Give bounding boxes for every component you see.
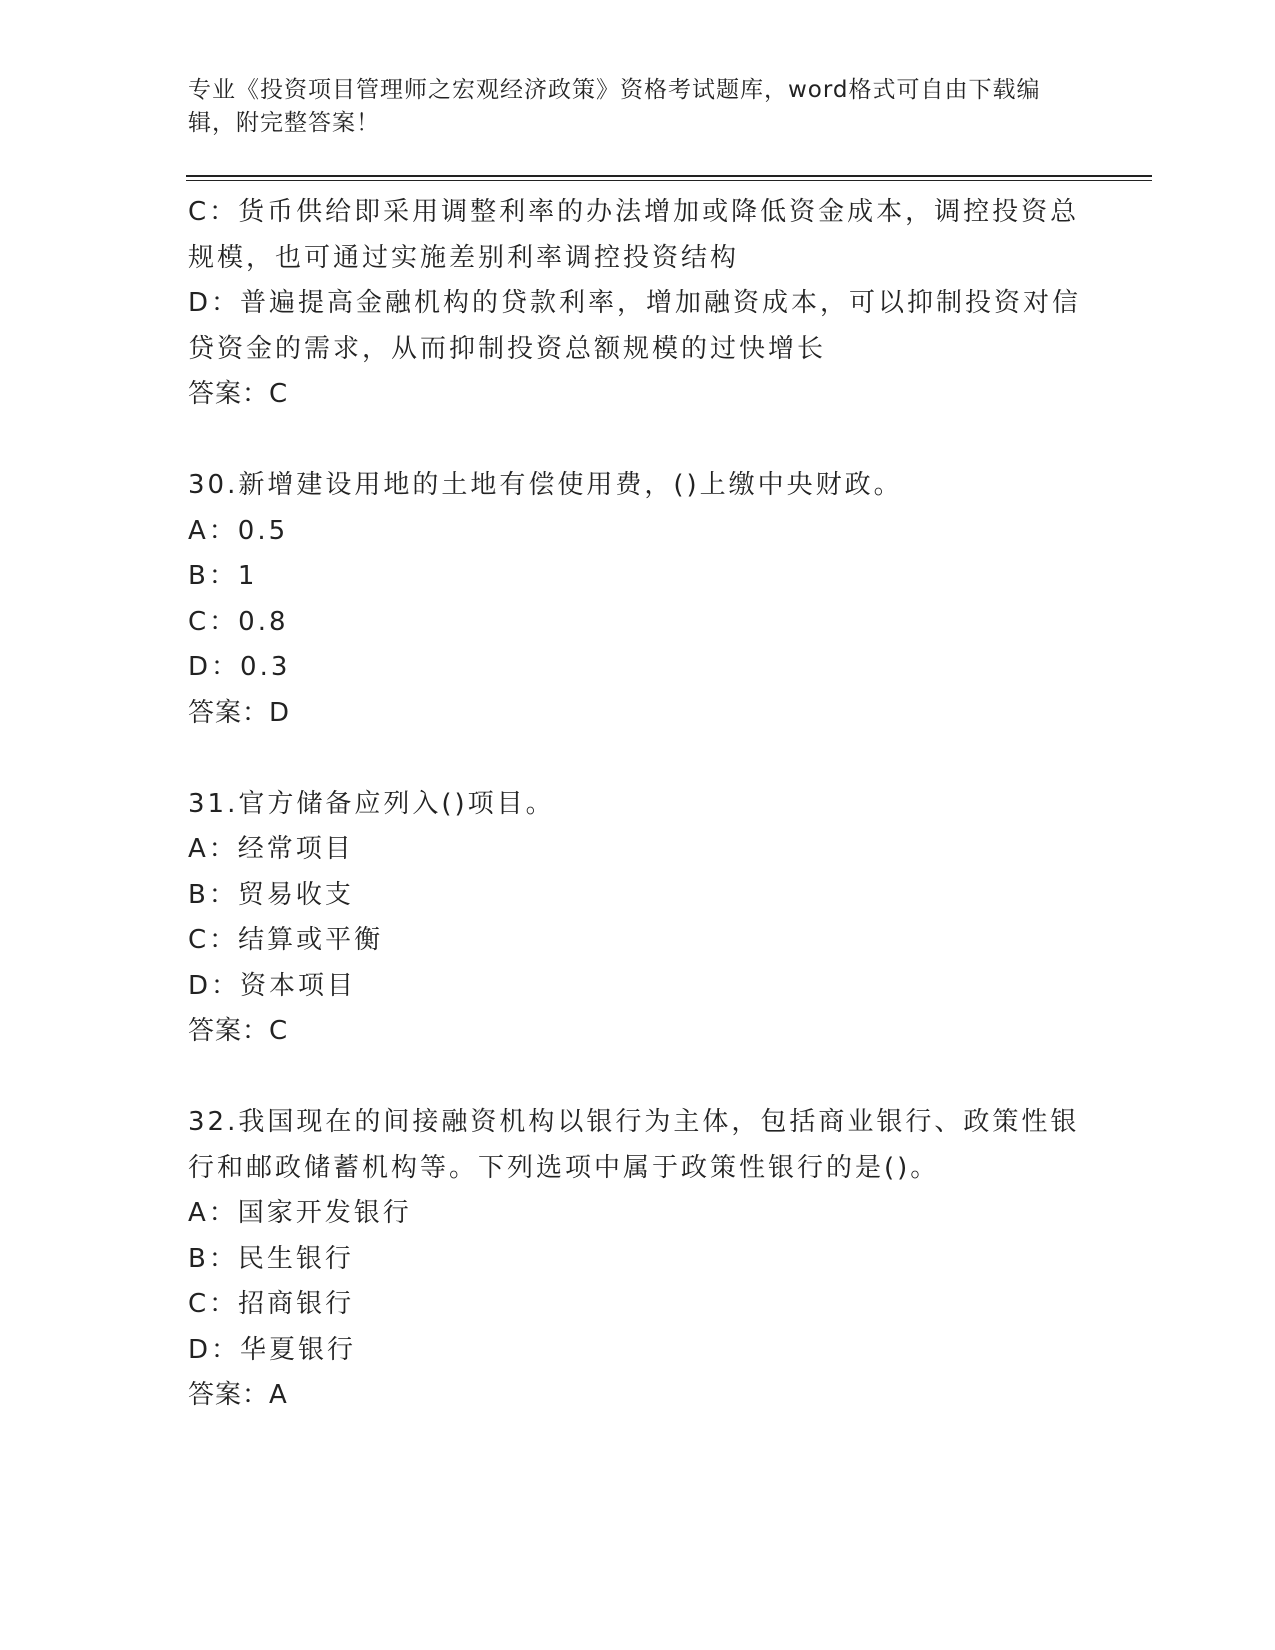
option-c-line-2: 规模，也可通过实施差别利率调控投资结构 — [188, 242, 740, 273]
option-c: C：招商银行 — [188, 1289, 355, 1319]
question-stem: 30.新增建设用地的土地有偿使用费，()上缴中央财政。 — [188, 470, 903, 500]
option-c: C：结算或平衡 — [188, 925, 384, 955]
question-stem-line-2: 行和邮政储蓄机构等。下列选项中属于政策性银行的是()。 — [188, 1152, 940, 1183]
option-a: A：0.5 — [188, 515, 289, 546]
question-content — [188, 190, 1088, 1419]
option-d-line-2: 贷资金的需求，从而抑制投资总额规模的过快增长 — [188, 333, 827, 364]
option-d: D：华夏银行 — [188, 1334, 357, 1365]
option-b: B：贸易收支 — [188, 879, 354, 910]
question-32 — [188, 1100, 1088, 1419]
answer-line: 答案：C — [188, 379, 289, 409]
option-a: A：经常项目 — [188, 834, 354, 864]
answer-line: 答案：D — [188, 697, 291, 728]
spacer — [188, 736, 1088, 782]
header-rule-thick — [186, 175, 1152, 177]
option-d-line-1: D：普遍提高金融机构的贷款利率，增加融资成本，可以抑制投资对信 — [188, 288, 1082, 318]
option-b: B：民生银行 — [188, 1243, 354, 1274]
answer-line: 答案：C — [188, 1016, 289, 1046]
option-c-line-1: C：货币供给即采用调整利率的办法增加或降低资金成本，调控投资总 — [188, 197, 1080, 227]
spacer — [188, 418, 1088, 464]
header-line-1: 专业《投资项目管理师之宏观经济政策》资格考试题库，word格式可自由下载编 — [188, 77, 1041, 103]
option-d: D：0.3 — [188, 652, 291, 682]
option-b: B：1 — [188, 561, 258, 591]
question-stem-line-1: 32.我国现在的间接融资机构以银行为主体，包括商业银行、政策性银 — [188, 1107, 1080, 1137]
question-31 — [188, 782, 1088, 1055]
previous-question-tail — [188, 190, 1088, 418]
option-a: A：国家开发银行 — [188, 1198, 412, 1228]
option-c: C：0.8 — [188, 606, 289, 637]
header-rule-thin — [186, 180, 1152, 181]
question-30 — [188, 463, 1088, 736]
question-stem: 31.官方储备应列入()项目。 — [188, 788, 555, 819]
answer-line: 答案：A — [188, 1380, 288, 1410]
spacer — [188, 1055, 1088, 1101]
header-line-2: 辑，附完整答案！ — [188, 110, 380, 136]
option-d: D：资本项目 — [188, 970, 357, 1001]
document-header — [188, 74, 1088, 140]
